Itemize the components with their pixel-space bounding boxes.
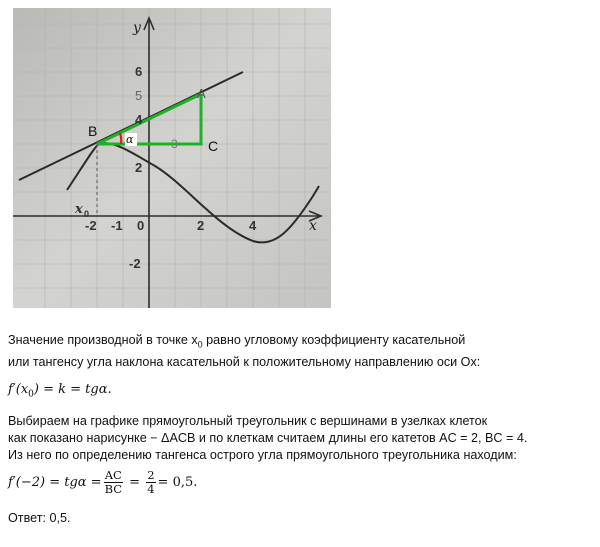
fraction-2-4: $\frac{2}{4}$ [147, 467, 155, 496]
graph-svg [13, 8, 331, 308]
y-tick-4: 4 [135, 112, 143, 127]
y-tick-2: 2 [135, 160, 143, 175]
x-tick-neg1: -1 [111, 218, 123, 233]
point-a-label: A [197, 86, 206, 101]
x0-subscript: 0 [84, 209, 90, 219]
angle-arc [120, 133, 121, 144]
point-c-label: C [208, 138, 219, 154]
solution-text [8, 332, 593, 527]
leg-hint: 3 [171, 137, 178, 151]
x0-label: x [75, 202, 83, 217]
y-axis-label: y [133, 20, 141, 36]
photo-background [13, 8, 331, 308]
x-tick-2: 2 [197, 218, 205, 233]
x-tick-neg2: -2 [85, 218, 97, 233]
text-line-5: Из него по определению тангенса острого угла прямоугольного треугольника находим: [8, 448, 517, 463]
text-line-1: Значение производной в точке $x_0$ равно угловому коэффициенту касательной [8, 333, 466, 350]
angle-label: α [126, 133, 134, 146]
x-tick-4: 4 [249, 218, 257, 233]
x-axis-label: x [309, 218, 317, 234]
formula-derivative: $f'(x_0) = k = tg\alpha$. [8, 381, 112, 400]
text-line-3: Выбираем на графике прямоугольный треугольник с вершинами в узелках клеток [8, 414, 488, 429]
point-b-label: B [88, 123, 98, 139]
formula-tangent: f′(−2) = tgα = $\frac{AC}{BC}$ = $\frac{2}{4}$ = 0,5. [8, 467, 198, 496]
y-tick-5: 5 [135, 88, 143, 103]
text-line-4: как показано нарисунке − ΔACB и по клеткам считаем длины его катетов AC = 2, BC = 4. [8, 431, 528, 446]
answer: Ответ: 0,5. [8, 511, 71, 526]
y-tick-neg2: -2 [129, 256, 141, 271]
fraction-ac-bc: $\frac{AC}{BC}$ [104, 467, 123, 496]
origin-label: 0 [137, 218, 145, 233]
graph-photo [13, 8, 331, 308]
y-tick-6: 6 [135, 64, 143, 79]
text-line-2: или тангенсу угла наклона касательной к положительному направлению оси Ox: [8, 354, 481, 369]
